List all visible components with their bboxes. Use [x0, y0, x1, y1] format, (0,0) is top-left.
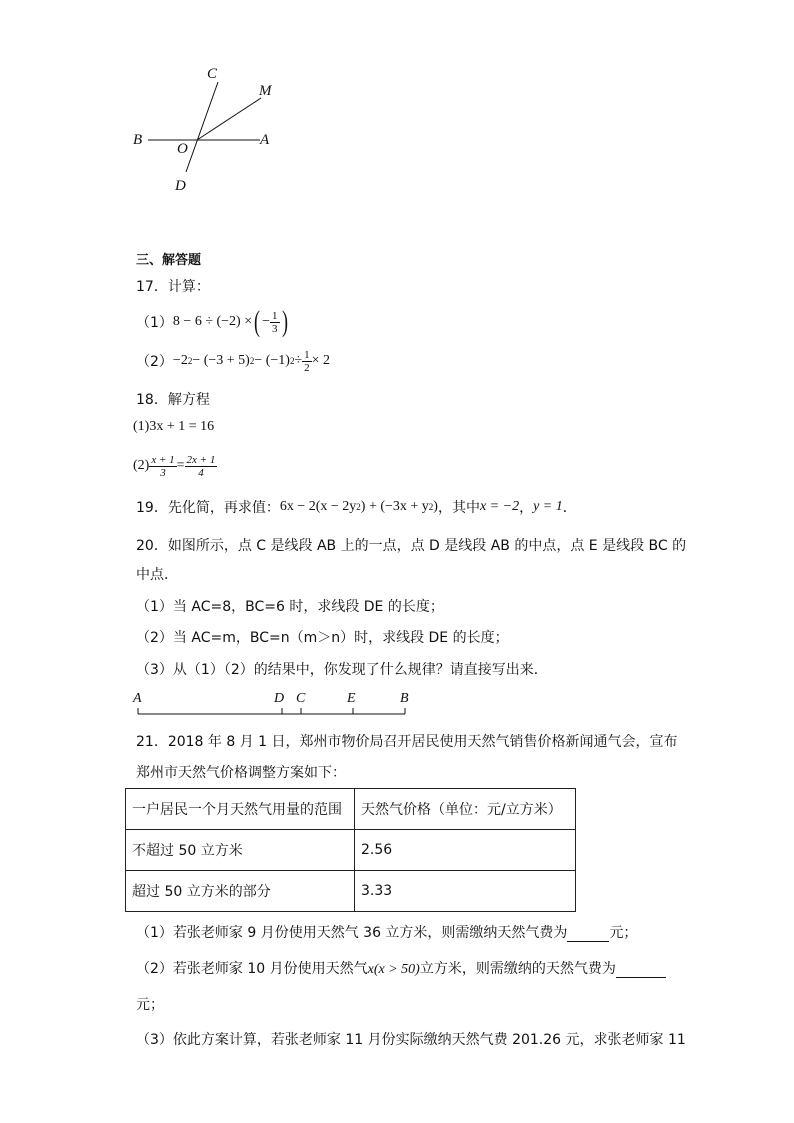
q21-part3: （3）依此方案计算，若张老师家 11 月份实际缴纳天然气费 201.26 元，求张老师家 11	[136, 1032, 686, 1048]
q19-exp1: 2	[356, 502, 361, 512]
seg-label-b: B	[400, 691, 409, 706]
q17-p1-fraction	[270, 310, 280, 335]
table-header-range: 一户居民一个月天然气用量的范围	[126, 789, 355, 830]
label-b: B	[133, 132, 143, 148]
q19-end: ．	[562, 500, 577, 516]
q21-p2-text-b: 立方米，则需缴纳的天然气费为	[419, 961, 616, 977]
label-c: C	[207, 66, 218, 82]
q18-p1-label: (1)	[133, 419, 150, 434]
gas-price-table	[125, 788, 576, 912]
q18-p2-rnum: 2x + 1	[186, 453, 216, 466]
q18-p1-expr: 3x + 1 = 16	[149, 419, 215, 434]
q18-p2-lnum: x + 1	[151, 453, 175, 466]
q17-p2-exp2: 2	[249, 356, 255, 366]
seg-label-d: D	[274, 691, 285, 706]
label-d: D	[175, 178, 186, 194]
q20-line2: 中点．	[136, 567, 178, 583]
q17-p2-b: − (−3 + 5)	[192, 353, 250, 368]
q21-p1-unit: 元；	[609, 925, 638, 941]
q17-p1-neg: −	[262, 314, 271, 329]
q19-x-value: x = −2	[479, 499, 520, 514]
q18-p2-lden: 3	[160, 466, 166, 479]
q21-line2: 郑州市天然气价格调整方案如下：	[136, 765, 346, 781]
q18-p2-left-fraction	[149, 454, 176, 479]
line-cd	[186, 82, 218, 172]
table-row	[126, 871, 576, 912]
q17-p2-den: 2	[304, 361, 310, 374]
table-row	[126, 830, 576, 871]
q17-p1-den: 3	[272, 322, 278, 335]
label-o: O	[177, 141, 188, 157]
table-header-row	[126, 789, 576, 830]
q21-p1-text: （1）若张老师家 9 月份使用天然气 36 立方米，则需缴纳天然气费为	[136, 925, 568, 941]
q17-p2-label: （2）	[136, 354, 173, 370]
seg-label-e: E	[347, 691, 356, 706]
q20-part2: （2）当 AC=m，BC=n（m＞n）时，求线段 DE 的长度；	[136, 630, 509, 646]
table-cell-price: 2.56	[355, 830, 576, 871]
q19-lead: 19．先化简，再求值：	[136, 500, 280, 516]
q20-part1: （1）当 AC=8，BC=6 时，求线段 DE 的长度；	[136, 599, 444, 615]
q17-p2-exp3: 2	[289, 356, 295, 366]
q18-part2	[133, 448, 217, 484]
q21-p1-blank	[567, 925, 609, 942]
q21-p2-text: （2）若张老师家 10 月份使用天然气	[136, 961, 368, 977]
q19-exp2: 2	[428, 502, 434, 512]
q17-p2-fraction	[302, 349, 312, 374]
table-cell-price: 3.33	[355, 871, 576, 912]
q19-y-value: y = 1	[533, 499, 563, 514]
q17-p1-expr: 8 − 6 ÷ (−2) ×	[172, 314, 253, 329]
label-a: A	[260, 132, 270, 148]
q17-p2-exp1: 2	[187, 356, 193, 366]
table-header-price: 天然气价格（单位：元/立方米）	[355, 789, 576, 830]
q19-expr-b: ) + (−3x + y	[360, 499, 429, 514]
q17-p2-num: 1	[304, 348, 310, 361]
q18-part1	[133, 419, 214, 435]
q18-p2-right-fraction	[185, 454, 218, 479]
q20-line1: 20．如图所示，点 C 是线段 AB 上的一点，点 D 是线段 AB 的中点，点 E 是线段 BC 的	[136, 538, 687, 554]
q19-mid: ，其中	[437, 500, 480, 516]
section-title: 三、解答题	[136, 253, 202, 268]
q21-part2	[136, 958, 666, 978]
q21-p2-var: x(x > 50)	[367, 962, 420, 977]
q18-title: 18．解方程	[136, 392, 210, 408]
q17-p2-a: −2	[172, 353, 188, 368]
seg-label-c: C	[296, 691, 306, 706]
q21-p2-unit: 元；	[136, 997, 164, 1013]
q17-p1-num: 1	[272, 309, 278, 322]
q18-p2-eq: =	[176, 458, 185, 473]
ray-om	[197, 98, 261, 140]
q18-p2-rden: 4	[198, 466, 204, 479]
q20-part3: （3）从（1）（2）的结果中，你发现了什么规律？请直接写出来．	[136, 662, 548, 678]
q17-p2-e: × 2	[311, 353, 331, 368]
table-cell-range: 不超过 50 立方米	[126, 830, 355, 871]
q21-part1	[136, 922, 637, 942]
q19-expr-c: )	[433, 499, 438, 514]
q18-p2-label: (2)	[133, 458, 150, 473]
q17-part2	[136, 346, 330, 376]
q17-title: 17．计算：	[136, 279, 210, 295]
label-m: M	[259, 83, 272, 99]
q17-part1: （1） 8 − 6 ÷ (−2) × ( − $\frac{1}{3}$ )	[136, 305, 288, 338]
seg-label-a: A	[133, 691, 142, 706]
angle-figure	[120, 60, 290, 200]
q19-sep: ，	[519, 500, 534, 516]
q17-p2-c: − (−1)	[254, 353, 290, 368]
q19	[136, 497, 577, 517]
q17-p1-label: （1）	[136, 315, 173, 331]
q21-line1: 21．2018 年 8 月 1 日，郑州市物价局召开居民使用天然气销售价格新闻通气会，宣布	[136, 734, 678, 750]
q17-p2-d: ÷	[294, 353, 303, 368]
table-cell-range: 超过 50 立方米的部分	[126, 871, 355, 912]
q21-p2-blank	[616, 961, 666, 978]
q19-expr-a: 6x − 2(x − 2y	[279, 499, 357, 514]
